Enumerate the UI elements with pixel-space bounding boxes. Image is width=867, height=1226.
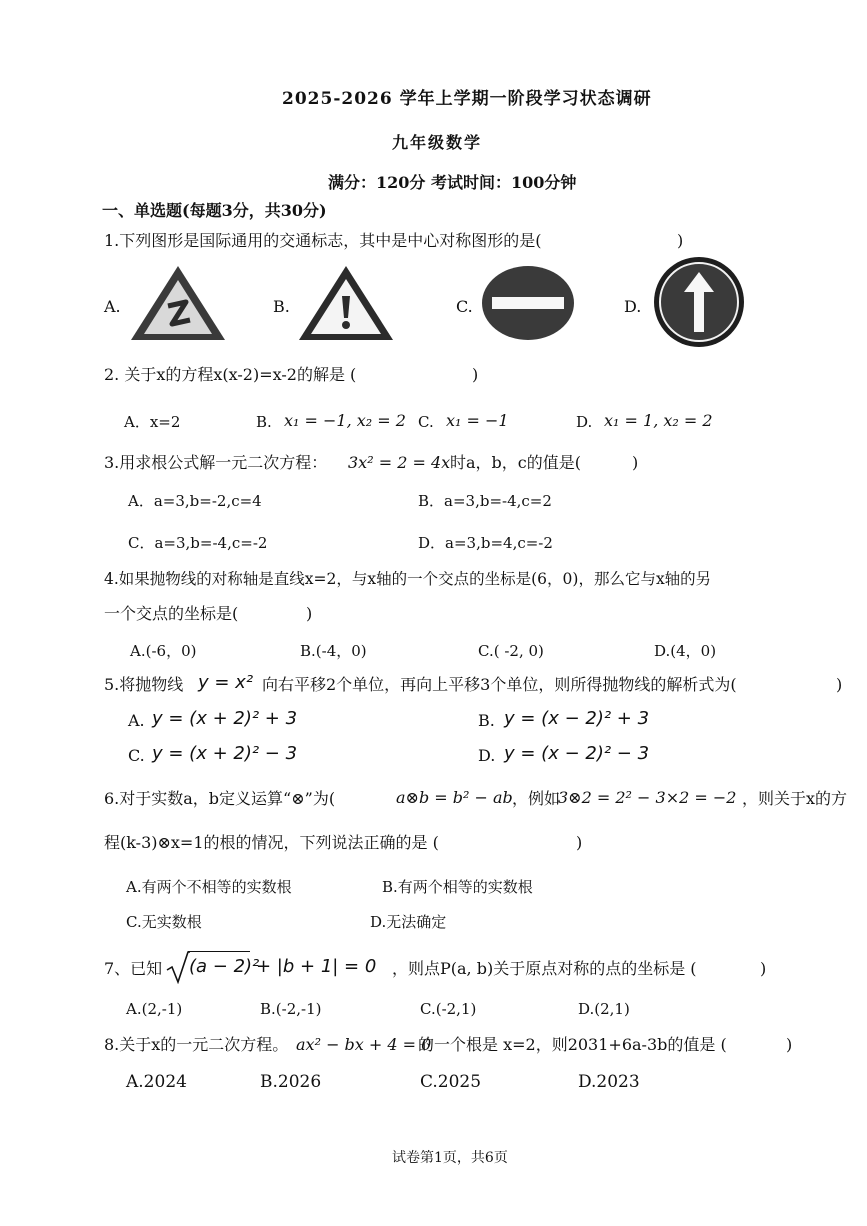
question-4-paren: ): [306, 604, 313, 623]
q2-option-b-label: B.: [256, 413, 272, 431]
question-6-paren: ): [576, 833, 583, 852]
winding-road-sign-icon: [128, 262, 228, 344]
q8-option-c: C.2025: [420, 1072, 482, 1092]
question-3-stem-pre: 3.用求根公式解一元二次方程：: [104, 453, 328, 472]
sqrt-radical-icon: [166, 950, 190, 984]
q2-option-d-math: x₁ = 1, x₂ = 2: [604, 411, 713, 430]
q2-option-d-label: D.: [576, 413, 593, 431]
question-8-stem-post: 的一个根是 x=2，则2031+6a-3b的值是 (: [418, 1035, 727, 1054]
section-heading: 一、单选题(每题3分，共30分): [102, 201, 327, 220]
question-8-stem-pre: 8.关于x的一元二次方程。: [104, 1035, 289, 1054]
q5-option-c-math: y = (x + 2)² − 3: [152, 743, 298, 764]
question-3-stem-post: 时a，b，c的值是(: [450, 453, 581, 472]
question-6-line2: 程(k-3)⊗x=1的根的情况，下列说法正确的是 (: [104, 833, 439, 852]
question-6-stem-post: ，则关于x的方: [742, 789, 848, 808]
q4-option-d: D.(4，0): [654, 642, 717, 660]
question-6-stem-mid: ，例如: [512, 789, 561, 808]
no-entry-sign-icon: [480, 264, 576, 342]
q5-option-d-math: y = (x − 2)² − 3: [504, 743, 650, 764]
q6-option-b: B.有两个相等的实数根: [382, 878, 533, 896]
q7-option-a: A.(2,-1): [126, 1000, 183, 1018]
q3-option-c: C．a=3,b=-4,c=-2: [128, 534, 268, 552]
question-5-stem-math: y = x²: [198, 672, 254, 693]
q7-option-d: D.(2,1): [578, 1000, 630, 1018]
question-6-stem-math2: 3⊗2 = 2² − 3×2 = −2: [558, 788, 737, 807]
question-8-stem-math: ax² − bx + 4 = 0: [296, 1035, 432, 1054]
q6-option-a: A.有两个不相等的实数根: [126, 878, 292, 896]
q1-option-c-label: C.: [456, 297, 473, 316]
q3-option-b: B．a=3,b=-4,c=2: [418, 492, 552, 510]
question-4-line1: 4.如果抛物线的对称轴是直线x=2，与x轴的一个交点的坐标是(6，0)，那么它与x轴的另: [104, 570, 712, 588]
q5-option-b-math: y = (x − 2)² + 3: [504, 708, 650, 729]
q4-option-c: C.( -2, 0): [478, 642, 544, 660]
question-7-paren: ): [760, 959, 767, 978]
question-7-stem-math-rest: + |b + 1| = 0: [256, 956, 377, 977]
q8-option-b: B.2026: [260, 1072, 322, 1092]
q5-option-a-math: y = (x + 2)² + 3: [152, 708, 298, 729]
question-8-paren: ): [786, 1035, 793, 1054]
question-2-paren: ): [472, 365, 479, 384]
q7-option-c: C.(-2,1): [420, 1000, 477, 1018]
question-6-stem-math1: a⊗b = b² − ab: [396, 788, 513, 807]
q2-option-b-math: x₁ = −1, x₂ = 2: [284, 411, 406, 430]
sqrt-vinculum: [188, 951, 250, 952]
q2-option-c-label: C.: [418, 413, 434, 431]
question-1-stem: 1.下列图形是国际通用的交通标志，其中是中心对称图形的是(: [104, 231, 542, 250]
question-3-stem-math: 3x² = 2 = 4x: [348, 453, 451, 472]
q8-option-a: A.2024: [126, 1072, 187, 1092]
question-7-stem-pre: 7、已知: [104, 959, 163, 978]
q6-option-c: C.无实数根: [126, 913, 202, 931]
q3-option-d: D．a=3,b=4,c=-2: [418, 534, 553, 552]
question-3-paren: ): [632, 453, 639, 472]
q4-option-b: B.(-4，0): [300, 642, 367, 660]
q5-option-a-label: A.: [128, 711, 145, 730]
q2-option-a: A．x=2: [124, 413, 181, 431]
question-7-stem-math-sqrt: (a − 2)²: [189, 956, 260, 977]
question-5-paren: ): [836, 675, 843, 694]
straight-ahead-sign-icon: [652, 256, 746, 348]
q3-option-a: A．a=3,b=-2,c=4: [128, 492, 262, 510]
exam-subtitle: 九年级数学: [392, 133, 483, 152]
question-2-stem: 2. 关于x的方程x(x-2)=x-2的解是 (: [104, 365, 357, 384]
q5-option-c-label: C.: [128, 746, 145, 765]
question-4-line2: 一个交点的坐标是(: [104, 604, 239, 623]
question-6-stem-pre: 6.对于实数a，b定义运算“⊗”为(: [104, 789, 336, 808]
q1-option-d-label: D.: [624, 297, 642, 316]
warning-exclamation-sign-icon: [296, 262, 396, 344]
q1-option-b-label: B.: [273, 297, 290, 316]
exam-meta: 满分：120分 考试时间：100分钟: [328, 173, 577, 192]
question-5-stem-pre: 5.将抛物线: [104, 675, 184, 694]
exam-title: 2025-2026 学年上学期一阶段学习状态调研: [282, 89, 652, 109]
question-5-stem-post: 向右平移2个单位，再向上平移3个单位，则所得抛物线的解析式为(: [262, 675, 737, 694]
q4-option-a: A.(-6，0): [130, 642, 197, 660]
q8-option-d: D.2023: [578, 1072, 640, 1092]
q2-option-c-math: x₁ = −1: [446, 411, 509, 430]
q5-option-b-label: B.: [478, 711, 495, 730]
question-7-stem-post: ，则点P(a, b)关于原点对称的点的坐标是 (: [392, 959, 697, 978]
page-footer: 试卷第1页，共6页: [392, 1150, 508, 1166]
q7-option-b: B.(-2,-1): [260, 1000, 322, 1018]
q5-option-d-label: D.: [478, 746, 496, 765]
q6-option-d: D.无法确定: [370, 913, 447, 931]
question-1-paren: ): [677, 231, 684, 250]
q1-option-a-label: A.: [104, 297, 121, 316]
